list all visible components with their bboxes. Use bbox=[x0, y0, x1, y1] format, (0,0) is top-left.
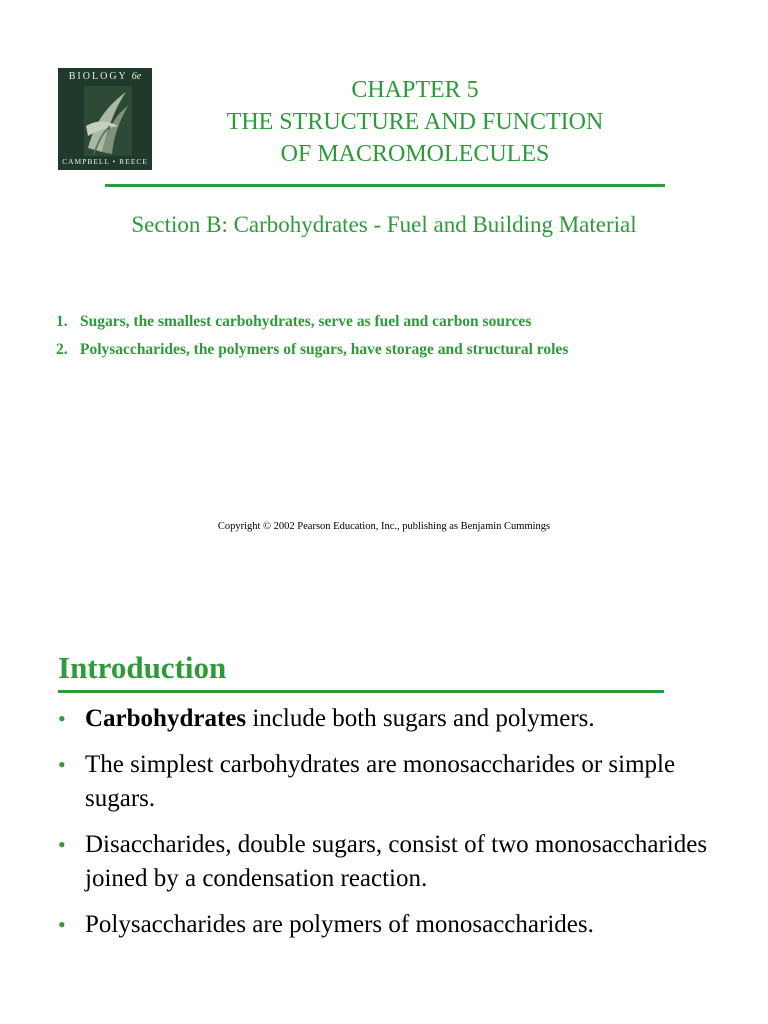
bullet-icon: • bbox=[58, 912, 66, 937]
copyright-notice: Copyright © 2002 Pearson Education, Inc., publishing as Benjamin Cummings bbox=[217, 521, 551, 532]
bullet-list bbox=[58, 702, 748, 954]
chapter-title-line: THE STRUCTURE AND FUNCTION bbox=[226, 109, 604, 135]
bullet-item bbox=[58, 748, 748, 816]
slide-title: Introduction bbox=[58, 650, 227, 685]
section-title: Section B: Carbohydrates - Fuel and Building Material bbox=[131, 212, 637, 237]
outline-item-text: Sugars, the smallest carbohydrates, serve as fuel and carbon sources bbox=[80, 313, 532, 330]
outline-item-number: 2. bbox=[56, 341, 68, 358]
leaf-art-icon bbox=[84, 86, 132, 156]
bullet-item bbox=[58, 702, 748, 736]
slide-title-divider bbox=[58, 690, 664, 693]
outline-item bbox=[56, 340, 736, 368]
chapter-title-line: CHAPTER 5 bbox=[351, 77, 479, 103]
bullet-item bbox=[58, 828, 748, 896]
outline-item-number: 1. bbox=[56, 313, 68, 330]
book-authors: CAMPBELL • REECE bbox=[62, 157, 148, 166]
chapter-title-line: OF MACROMOLECULES bbox=[280, 141, 550, 167]
bullet-icon: • bbox=[58, 706, 66, 731]
book-edition: 6e bbox=[131, 71, 142, 82]
bullet-text: Polysaccharides are polymers of monosaccharides. bbox=[85, 911, 594, 938]
bullet-text: Disaccharides, double sugars, consist of two monosaccharides joined by a condensation reaction. bbox=[85, 831, 708, 892]
outline-item-text: Polysaccharides, the polymers of sugars, have storage and structural roles bbox=[80, 341, 569, 358]
book-title-text: BIOLOGY bbox=[68, 71, 128, 82]
bullet-item bbox=[58, 908, 748, 942]
chapter-title bbox=[180, 74, 650, 170]
book-cover-image bbox=[58, 68, 152, 170]
outline-item bbox=[56, 312, 736, 340]
title-divider bbox=[105, 184, 665, 187]
bullet-text: include both sugars and polymers. bbox=[246, 705, 595, 732]
book-title bbox=[58, 71, 152, 82]
bullet-icon: • bbox=[58, 752, 66, 777]
bullet-icon: • bbox=[58, 832, 66, 857]
section-outline bbox=[56, 312, 736, 368]
bullet-bold-term: Carbohydrates bbox=[85, 705, 247, 732]
bullet-text: The simplest carbohydrates are monosaccharides or simple sugars. bbox=[85, 751, 676, 812]
